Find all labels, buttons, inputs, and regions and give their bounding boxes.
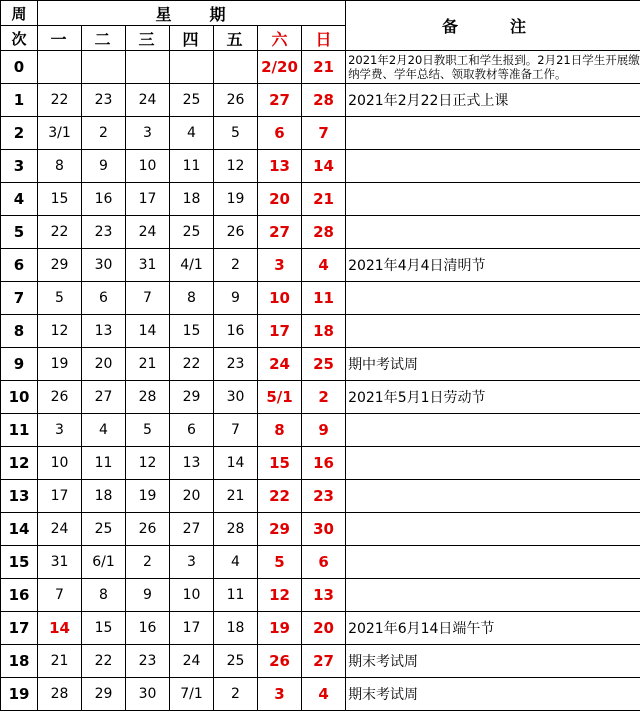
date-cell: 8	[170, 282, 214, 315]
week-number: 18	[1, 645, 38, 678]
date-cell: 23	[126, 645, 170, 678]
remark-cell	[346, 150, 640, 183]
week-row	[1, 183, 640, 216]
date-cell: 17	[258, 315, 302, 348]
date-cell: 16	[82, 183, 126, 216]
date-cell: 2	[302, 381, 346, 414]
week-row	[1, 315, 640, 348]
date-cell: 21	[302, 51, 346, 84]
remark-cell	[346, 183, 640, 216]
date-cell: 3	[38, 414, 82, 447]
week-row	[1, 513, 640, 546]
date-cell: 29	[82, 678, 126, 711]
week-number: 14	[1, 513, 38, 546]
remark-cell: 2021年5月1日劳动节	[346, 381, 640, 414]
date-cell: 3	[170, 546, 214, 579]
week-row	[1, 381, 640, 414]
date-cell: 20	[170, 480, 214, 513]
date-cell: 15	[38, 183, 82, 216]
date-cell: 5	[258, 546, 302, 579]
date-cell: 18	[214, 612, 258, 645]
date-cell: 7	[38, 579, 82, 612]
date-cell: 9	[82, 150, 126, 183]
date-cell: 12	[38, 315, 82, 348]
date-cell: 21	[126, 348, 170, 381]
date-cell: 15	[258, 447, 302, 480]
date-cell: 25	[302, 348, 346, 381]
week-row	[1, 51, 640, 84]
date-cell: 7	[214, 414, 258, 447]
date-cell: 7	[302, 117, 346, 150]
week-row	[1, 414, 640, 447]
week-row	[1, 150, 640, 183]
date-cell: 27	[170, 513, 214, 546]
week-number: 15	[1, 546, 38, 579]
week-number: 1	[1, 84, 38, 117]
date-cell: 10	[126, 150, 170, 183]
week-row	[1, 249, 640, 282]
date-cell: 6	[302, 546, 346, 579]
date-cell: 13	[82, 315, 126, 348]
date-cell: 28	[38, 678, 82, 711]
date-cell: 4	[82, 414, 126, 447]
week-number: 19	[1, 678, 38, 711]
weekday-header: 一	[38, 26, 82, 51]
remark-cell: 期末考试周	[346, 678, 640, 711]
week-number: 3	[1, 150, 38, 183]
date-cell: 26	[126, 513, 170, 546]
date-cell: 4	[214, 546, 258, 579]
date-cell: 6	[82, 282, 126, 315]
date-cell: 7/1	[170, 678, 214, 711]
date-cell: 23	[214, 348, 258, 381]
date-cell: 14	[38, 612, 82, 645]
date-cell: 23	[302, 480, 346, 513]
date-cell: 24	[126, 84, 170, 117]
date-cell: 25	[170, 216, 214, 249]
week-number: 13	[1, 480, 38, 513]
remark-cell: 2021年6月14日端午节	[346, 612, 640, 645]
weekday-header: 四	[170, 26, 214, 51]
date-cell: 28	[214, 513, 258, 546]
date-cell: 8	[258, 414, 302, 447]
date-cell: 29	[258, 513, 302, 546]
date-cell: 12	[258, 579, 302, 612]
date-cell: 10	[38, 447, 82, 480]
date-cell: 30	[214, 381, 258, 414]
date-cell: 19	[38, 348, 82, 381]
date-cell: 4	[170, 117, 214, 150]
weekday-header: 六	[258, 26, 302, 51]
date-cell: 4/1	[170, 249, 214, 282]
date-cell	[214, 51, 258, 84]
date-cell: 4	[302, 249, 346, 282]
week-row	[1, 480, 640, 513]
date-cell: 12	[126, 447, 170, 480]
date-cell: 29	[38, 249, 82, 282]
date-cell: 14	[214, 447, 258, 480]
remark-cell: 期末考试周	[346, 645, 640, 678]
week-row	[1, 678, 640, 711]
date-cell: 25	[82, 513, 126, 546]
week-number: 5	[1, 216, 38, 249]
date-cell	[38, 51, 82, 84]
date-cell: 2/20	[258, 51, 302, 84]
date-cell: 14	[302, 150, 346, 183]
date-cell: 19	[214, 183, 258, 216]
date-cell: 16	[126, 612, 170, 645]
week-row	[1, 282, 640, 315]
date-cell: 11	[82, 447, 126, 480]
week-row	[1, 117, 640, 150]
date-cell: 20	[82, 348, 126, 381]
date-cell: 28	[302, 84, 346, 117]
date-cell: 28	[126, 381, 170, 414]
remark-cell	[346, 447, 640, 480]
date-cell: 26	[38, 381, 82, 414]
date-cell: 24	[170, 645, 214, 678]
remark-cell: 2021年2月22日正式上课	[346, 84, 640, 117]
date-cell: 27	[82, 381, 126, 414]
date-cell: 22	[38, 216, 82, 249]
date-cell: 8	[82, 579, 126, 612]
date-cell: 2	[214, 678, 258, 711]
date-cell: 21	[38, 645, 82, 678]
date-cell: 13	[258, 150, 302, 183]
date-cell: 9	[302, 414, 346, 447]
date-cell: 6	[258, 117, 302, 150]
week-row	[1, 84, 640, 117]
weekday-header: 日	[302, 26, 346, 51]
date-cell: 20	[302, 612, 346, 645]
remark-cell: 2021年4月4日清明节	[346, 249, 640, 282]
date-cell: 10	[258, 282, 302, 315]
date-cell: 24	[126, 216, 170, 249]
date-cell: 3	[258, 249, 302, 282]
weekday-header: 二	[82, 26, 126, 51]
date-cell: 23	[82, 84, 126, 117]
remark-cell	[346, 480, 640, 513]
date-cell: 22	[170, 348, 214, 381]
date-cell: 21	[302, 183, 346, 216]
date-cell: 27	[258, 216, 302, 249]
date-cell: 17	[126, 183, 170, 216]
date-cell: 31	[126, 249, 170, 282]
date-cell: 6/1	[82, 546, 126, 579]
calendar-body	[1, 51, 640, 711]
date-cell: 30	[302, 513, 346, 546]
remark-cell	[346, 513, 640, 546]
date-cell: 28	[302, 216, 346, 249]
week-number: 4	[1, 183, 38, 216]
date-cell: 9	[126, 579, 170, 612]
remarks-header: 备 注	[346, 1, 640, 51]
remark-cell	[346, 117, 640, 150]
weekday-group-header: 星 期	[38, 1, 346, 26]
date-cell: 11	[302, 282, 346, 315]
week-row	[1, 645, 640, 678]
week-row	[1, 579, 640, 612]
week-row	[1, 447, 640, 480]
date-cell: 19	[258, 612, 302, 645]
weekday-header: 三	[126, 26, 170, 51]
week-number: 16	[1, 579, 38, 612]
date-cell: 2	[82, 117, 126, 150]
week-number: 10	[1, 381, 38, 414]
remark-cell	[346, 216, 640, 249]
date-cell: 11	[170, 150, 214, 183]
week-number: 6	[1, 249, 38, 282]
date-cell	[170, 51, 214, 84]
date-cell: 2	[126, 546, 170, 579]
date-cell: 24	[258, 348, 302, 381]
remark-cell	[346, 315, 640, 348]
date-cell: 22	[258, 480, 302, 513]
week-row	[1, 546, 640, 579]
date-cell: 5/1	[258, 381, 302, 414]
date-cell: 22	[82, 645, 126, 678]
date-cell: 12	[214, 150, 258, 183]
date-cell: 4	[302, 678, 346, 711]
date-cell: 14	[126, 315, 170, 348]
date-cell: 18	[82, 480, 126, 513]
date-cell: 8	[38, 150, 82, 183]
date-cell: 30	[126, 678, 170, 711]
date-cell: 29	[170, 381, 214, 414]
date-cell: 26	[258, 645, 302, 678]
date-cell: 16	[302, 447, 346, 480]
date-cell: 3	[258, 678, 302, 711]
week-number: 9	[1, 348, 38, 381]
remark-cell	[346, 282, 640, 315]
date-cell: 21	[214, 480, 258, 513]
date-cell: 27	[258, 84, 302, 117]
week-number: 11	[1, 414, 38, 447]
date-cell: 30	[82, 249, 126, 282]
date-cell: 26	[214, 216, 258, 249]
week-number: 7	[1, 282, 38, 315]
date-cell: 3/1	[38, 117, 82, 150]
date-cell: 10	[170, 579, 214, 612]
date-cell: 17	[170, 612, 214, 645]
date-cell: 6	[170, 414, 214, 447]
week-number: 0	[1, 51, 38, 84]
week-number: 12	[1, 447, 38, 480]
week-row	[1, 348, 640, 381]
week-row	[1, 612, 640, 645]
remark-cell: 2021年2月20日教职工和学生报到。2月21日学生开展缴纳学费、学年总结、领取教材等准备工作。	[346, 51, 640, 84]
date-cell: 15	[170, 315, 214, 348]
week-number: 8	[1, 315, 38, 348]
date-cell: 13	[170, 447, 214, 480]
date-cell	[126, 51, 170, 84]
date-cell: 5	[214, 117, 258, 150]
date-cell: 24	[38, 513, 82, 546]
date-cell: 18	[302, 315, 346, 348]
date-cell: 20	[258, 183, 302, 216]
week-header-top: 周	[1, 1, 38, 26]
remark-cell	[346, 579, 640, 612]
date-cell: 23	[82, 216, 126, 249]
date-cell: 9	[214, 282, 258, 315]
date-cell: 5	[38, 282, 82, 315]
date-cell: 27	[302, 645, 346, 678]
remark-cell	[346, 414, 640, 447]
week-row	[1, 216, 640, 249]
date-cell: 3	[126, 117, 170, 150]
date-cell: 26	[214, 84, 258, 117]
week-number: 2	[1, 117, 38, 150]
date-cell: 15	[82, 612, 126, 645]
date-cell: 31	[38, 546, 82, 579]
date-cell: 5	[126, 414, 170, 447]
date-cell: 22	[38, 84, 82, 117]
weekday-header: 五	[214, 26, 258, 51]
remark-cell	[346, 546, 640, 579]
date-cell: 18	[170, 183, 214, 216]
date-cell: 7	[126, 282, 170, 315]
date-cell: 19	[126, 480, 170, 513]
date-cell: 25	[170, 84, 214, 117]
date-cell: 16	[214, 315, 258, 348]
week-number: 17	[1, 612, 38, 645]
remark-cell: 期中考试周	[346, 348, 640, 381]
date-cell: 17	[38, 480, 82, 513]
date-cell: 13	[302, 579, 346, 612]
date-cell: 11	[214, 579, 258, 612]
date-cell	[82, 51, 126, 84]
date-cell: 2	[214, 249, 258, 282]
week-header-bottom: 次	[1, 26, 38, 51]
date-cell: 25	[214, 645, 258, 678]
